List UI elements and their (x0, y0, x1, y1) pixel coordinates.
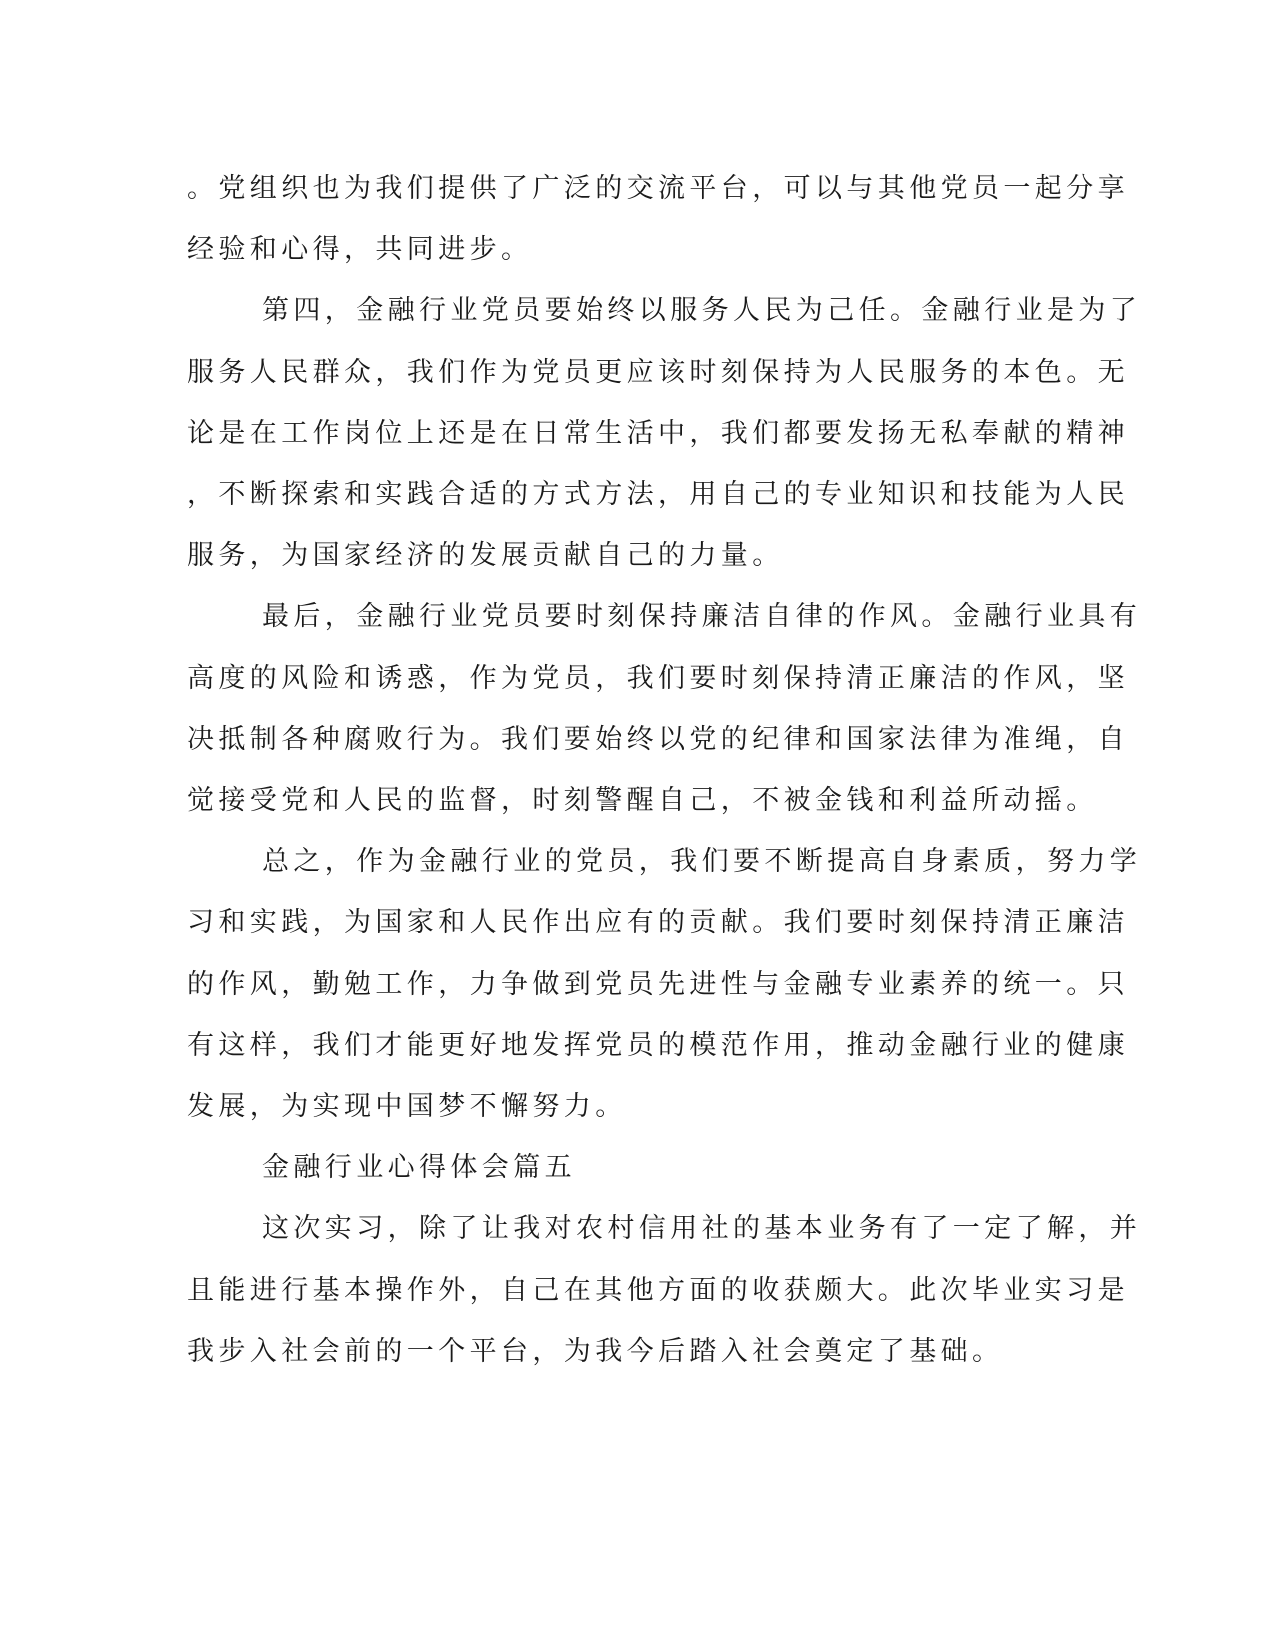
paragraph-integrity (187, 586, 1142, 831)
paragraph-internship (187, 1198, 1142, 1382)
text-line: 经验和心得，共同进步。 (187, 234, 533, 266)
text-line: 觉接受党和人民的监督，时刻警醒自己，不被金钱和利益所动摇。 (187, 785, 1098, 817)
section-heading (187, 1137, 1067, 1198)
text-line: 发展，为实现中国梦不懈努力。 (187, 1091, 627, 1123)
paragraph-conclusion (187, 831, 1142, 1137)
document-body (187, 158, 1142, 1382)
text-line: 最后，金融行业党员要时刻保持廉洁自律的作风。金融行业具有 (262, 601, 1142, 633)
section-title: 金融行业心得体会篇五 (262, 1152, 576, 1184)
paragraph-party-organization (187, 158, 1129, 280)
text-line: 的作风，勤勉工作，力争做到党员先进性与金融专业素养的统一。只 (187, 968, 1129, 1000)
text-line: 服务，为国家经济的发展贡献自己的力量。 (187, 540, 784, 572)
text-line: 高度的风险和诱惑，作为党员，我们要时刻保持清正廉洁的作风，坚 (187, 662, 1129, 694)
text-line: 习和实践，为国家和人民作出应有的贡献。我们要时刻保持清正廉洁 (187, 907, 1129, 939)
text-line: 我步入社会前的一个平台，为我今后踏入社会奠定了基础。 (187, 1335, 1004, 1367)
text-line: 有这样，我们才能更好地发挥党员的模范作用，推动金融行业的健康 (187, 1029, 1129, 1061)
paragraph-serve-people (187, 280, 1142, 586)
text-line: 服务人民群众，我们作为党员更应该时刻保持为人民服务的本色。无 (187, 356, 1129, 388)
text-line: 且能进行基本操作外，自己在其他方面的收获颇大。此次毕业实习是 (187, 1274, 1129, 1306)
text-line: 总之，作为金融行业的党员，我们要不断提高自身素质，努力学 (262, 846, 1142, 878)
text-line: 。党组织也为我们提供了广泛的交流平台，可以与其他党员一起分享 (187, 173, 1129, 204)
text-line: 论是在工作岗位上还是在日常生活中，我们都要发扬无私奉献的精神 (187, 417, 1129, 449)
text-line: ，不断探索和实践合适的方式方法，用自己的专业知识和技能为人民 (187, 479, 1129, 511)
text-line: 决抵制各种腐败行为。我们要始终以党的纪律和国家法律为准绳，自 (187, 723, 1129, 755)
text-line: 这次实习，除了让我对农村信用社的基本业务有了一定了解，并 (262, 1213, 1142, 1245)
text-line: 第四，金融行业党员要始终以服务人民为己任。金融行业是为了 (262, 295, 1142, 327)
